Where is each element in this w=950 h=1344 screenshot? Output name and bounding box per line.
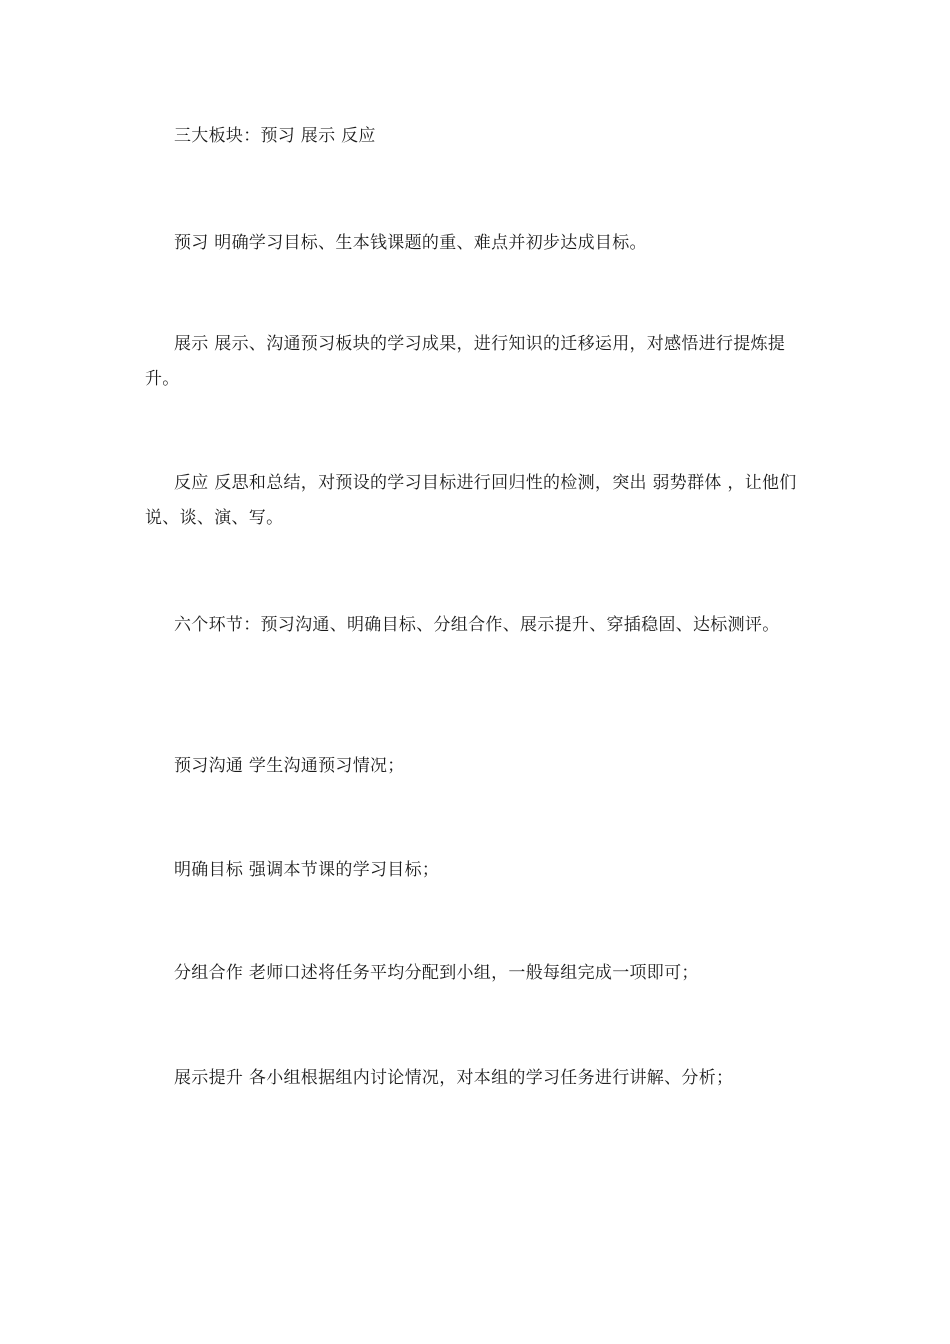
paragraph-six-steps: 六个环节：预习沟通、明确目标、分组合作、展示提升、穿插稳固、达标测评。	[174, 615, 780, 635]
paragraph-display-improvement: 展示提升 各小组根据组内讨论情况，对本组的学习任务进行讲解、分析；	[174, 1068, 734, 1088]
paragraph-preview-communication: 预习沟通 学生沟通预习情况；	[174, 756, 405, 776]
paragraph-three-sections: 三大板块：预习 展示 反应	[174, 126, 376, 146]
paragraph-reaction: 反应 反思和总结，对预设的学习目标进行回归性的检测，突出 弱势群体 ，让他们说、谈、演、写。	[145, 473, 797, 528]
paragraph-preview: 预习 明确学习目标、生本钱课题的重、难点并初步达成目标。	[174, 233, 647, 253]
paragraph-group-cooperation: 分组合作 老师口述将任务平均分配到小组，一般每组完成一项即可；	[174, 963, 699, 983]
paragraph-display: 展示 展示、沟通预习板块的学习成果，进行知识的迁移运用，对感悟进行提炼提升。	[145, 334, 786, 389]
paragraph-clear-goals: 明确目标 强调本节课的学习目标；	[174, 860, 440, 880]
